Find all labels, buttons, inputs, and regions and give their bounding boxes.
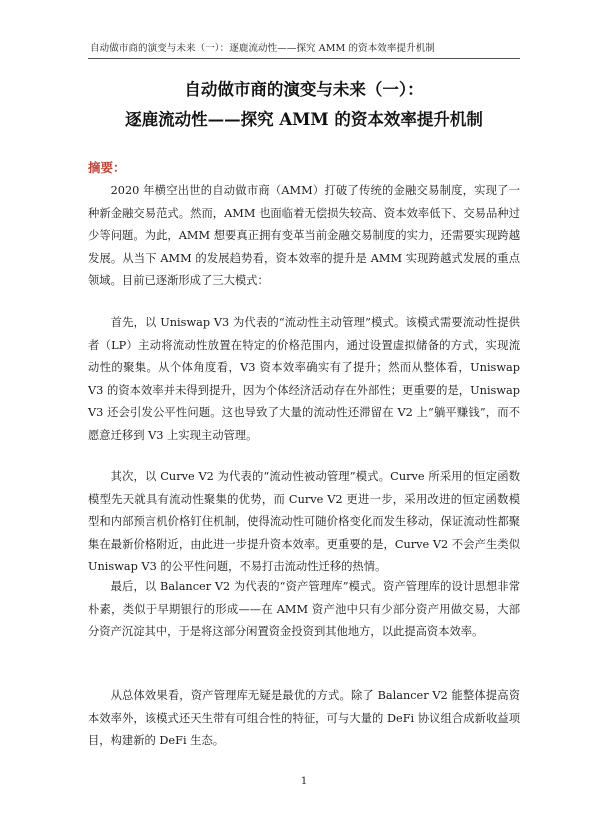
paragraph-conclusion: 从总体效果看，资产管理库无疑是最优的方式。除了 Balancer V2 能整体提高资本效率外，该模式还天生带有可组合性的特征，可与大量的 DeFi 协议组合成新收益项目，构建新的 DeFi 生态。 — [88, 689, 520, 748]
running-header: 自动做市商的演变与未来（一）：逐鹿流动性——探究 AMM 的资本效率提升机制 — [90, 43, 435, 54]
document-title-line-2: 逐鹿流动性——探究 AMM 的资本效率提升机制 — [125, 110, 483, 129]
paragraph-balancer-v2: 最后，以 Balancer V2 为代表的“资产管理库”模式。资产管理库的设计思想非常朴素，类似于早期银行的形成——在 AMM 资产池中只有少部分资产用做交易，大部分资产沉淀其中，于是将这部分闲置资金投资到其他地方，以此提高资本效率。 — [88, 580, 520, 639]
abstract-label: 摘要： — [88, 160, 126, 175]
paragraph-curve-v2: 其次，以 Curve V2 为代表的“流动性被动管理”模式。Curve 所采用的恒定函数模型先天就具有流动性聚集的优势，而 Curve V2 更进一步，采用改进的恒定函数模型和内部预言机价格钉住机制，使得流动性可随价格变化而发生移动，保证流动性都聚集在最新价格附近，由此进一步提升资本效率。更重要的是，Curve V2 不会产生类似 Uniswap V3 的公平性问题，不易打击流动性迁移的热情。 — [88, 470, 520, 574]
header-divider — [88, 58, 520, 59]
document-title-line-1: 自动做市商的演变与未来（一）： — [184, 80, 424, 99]
page-number: 1 — [300, 776, 308, 787]
paragraph-uniswap-v3: 首先，以 Uniswap V3 为代表的“流动性主动管理”模式。该模式需要流动性提供者（LP）主动将流动性放置在特定的价格范围内，通过设置虚拟储备的方式，实现流动性的聚集。从个体角度看，V3 资本效率确实有了提升；然而从整体看，Uniswap V3 的资本效率并未得到提升，因为个体经济活动存在外部性；更重要的是，Uniswap V3 还会引发公平性问题。这也导致了大量的流动性还滞留在 V2 上“躺平赚钱”，而不愿意迁移到 V3 上实现主动管理。 — [88, 316, 520, 442]
paragraph-intro: 2020 年横空出世的自动做市商（AMM）打破了传统的金融交易制度，实现了一种新金融交易范式。然而，AMM 也面临着无偿损失较高、资本效率低下、交易品种过少等问题。为此，AMM 想要真正拥有变革当前金融交易制度的实力，还需要实现跨越发展。从当下 AMM 的发展趋势看，资本效率的提升是 AMM 实现跨越式发展的重点领域。目前已逐渐形成了三大模式： — [88, 184, 520, 288]
